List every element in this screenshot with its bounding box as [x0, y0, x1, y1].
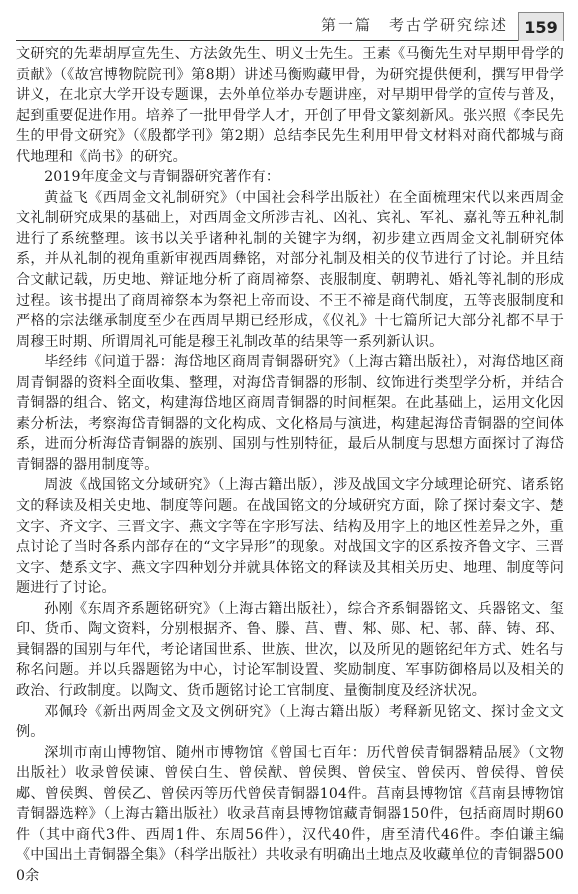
running-header: [16, 0, 564, 41]
paragraph-oracle-bone-scholars: 文研究的先辈胡厚宣先生、方法敛先生、明义士先生。王素《马衡先生对早期甲骨学的贡献》（《故宫博物院院刊》第8期）讲述马衡购藏甲骨，为研究提供便利，撰写甲骨学讲义，在北京大学开设专题课，去外单位举办专题讲座，对早期甲骨学的宣传与普及，起到重要促进作用。培养了一批甲骨学人才，开创了甲骨文篆刻新风。张兴照《李民先生的甲骨文研究》（《殷都学刊》第2期）总结李民先生利用甲骨文材料对商代都城与商代地理和《尚书》的研究。: [16, 46, 564, 165]
chapter-title: 第一篇 考古学研究综述: [320, 16, 508, 34]
paragraph-huang-yifei: 黄益飞《西周金文礼制研究》（中国社会科学出版社）在全面梳理宋代以来西周金文礼制研究成果的基础上，对西周金文所涉吉礼、凶礼、宾礼、军礼、嘉礼等五种礼制进行了系统整理。该书以关乎诸种礼制的关键字为纲，初步建立西周金文礼制研究体系，并从礼制的视角重新审视西周彝铭，对部分礼制及相关的仪节进行了讨论。并且结合文献记载，历史地、辩证地分析了商周禘祭、丧服制度、朝聘礼、婚礼等礼制的形成过程。该书提出了商周禘祭本为祭祀上帝而设、不王不禘是商代制度，五等丧服制度和严格的宗法继承制度至少在西周早期已经形成，《仪礼》十七篇所记大部分礼都不早于周穆王时期、所谓周礼可能是穆王礼制改革的结果等一系列新认识。: [16, 189, 564, 350]
paragraph-zhou-bo: 周波《战国铭文分域研究》（上海古籍出版），涉及战国文字分域理论研究、诸系铭文的释读及相关史地、制度等问题。在战国铭文的分域研究方面，除了探讨秦文字、楚文字、齐文字、三晋文字、燕文字等在字形写法、结构及用字上的地区性差异之外，重点讨论了当时各系内部存在的“文字异形”的现象。对战国文字的区系按齐鲁文字、三晋文字、楚系文字、燕文字四种划分并就具体铭文的释读及其相关历史、地理、制度等问题进行了讨论。: [16, 477, 564, 597]
paragraph-deng-peiling: 邓佩玲《新出两周金文及文例研究》（上海古籍出版）考释新见铭文、探讨金文文例。: [16, 703, 564, 741]
paragraph-museum-catalogues: 深圳市南山博物馆、随州市博物馆《曾国七百年：历代曾侯青铜器精品展》（文物出版社）收录曾侯谏、曾侯白生、曾侯猷、曾侯舆、曾侯宝、曾侯丙、曾侯得、曾侯郕、曾侯舆、曾侯乙、曾侯丙等历代曾侯青铜器104件。莒南县博物馆《莒南县博物馆青铜器选粹》（上海古籍出版社）收录莒南县博物馆藏青铜器150件，包括商周时期60件（其中商代3件、西周1件、东周56件），汉代40件，唐至清代46件。李伯谦主编《中国出土青铜器全集》（科学出版社）共收录有明确出土地点及收藏单位的青铜器5000余: [16, 744, 564, 884]
paragraph-bi-jingwei: 毕经纬《问道于器：海岱地区商周青铜器研究》（上海古籍出版社），对海岱地区商周青铜器的资料全面收集、整理，对海岱青铜器的形制、纹饰进行类型学分析，并结合青铜器的组合、铭文，构建海岱地区商周青铜器的时间框架。在此基础上，运用文化因素分析法，考察海岱青铜器的文化构成、文化格局与演进，构建起海岱青铜器的空间体系，进而分析海岱青铜器的族别、国别与性别特征，最后从制度与思想方面探讨了海岱青铜器的器用制度等。: [16, 354, 564, 473]
paragraph-sun-gang: 孙刚《东周齐系题铭研究》（上海古籍出版社），综合齐系铜器铭文、兵器铭文、玺印、货币、陶文资料，分别根据齐、鲁、滕、莒、曹、邾、郧、杞、邿、薛、铸、邳、㠱铜器的国别与年代，考论诸国世系、世族、世次，以及所见的题铭纪年方式、姓名与称名问题。并以兵器题铭为中心，讨论军制设置、奖励制度、军事防御格局以及相关的政治、行政制度。以陶文、货币题铭讨论工官制度、量衡制度及经济状况。: [16, 600, 564, 699]
page-number: 159: [518, 12, 564, 41]
body-text: [16, 44, 564, 886]
paragraph-bronze-intro: 2019年度金文与青铜器研究著作有：: [44, 169, 281, 186]
